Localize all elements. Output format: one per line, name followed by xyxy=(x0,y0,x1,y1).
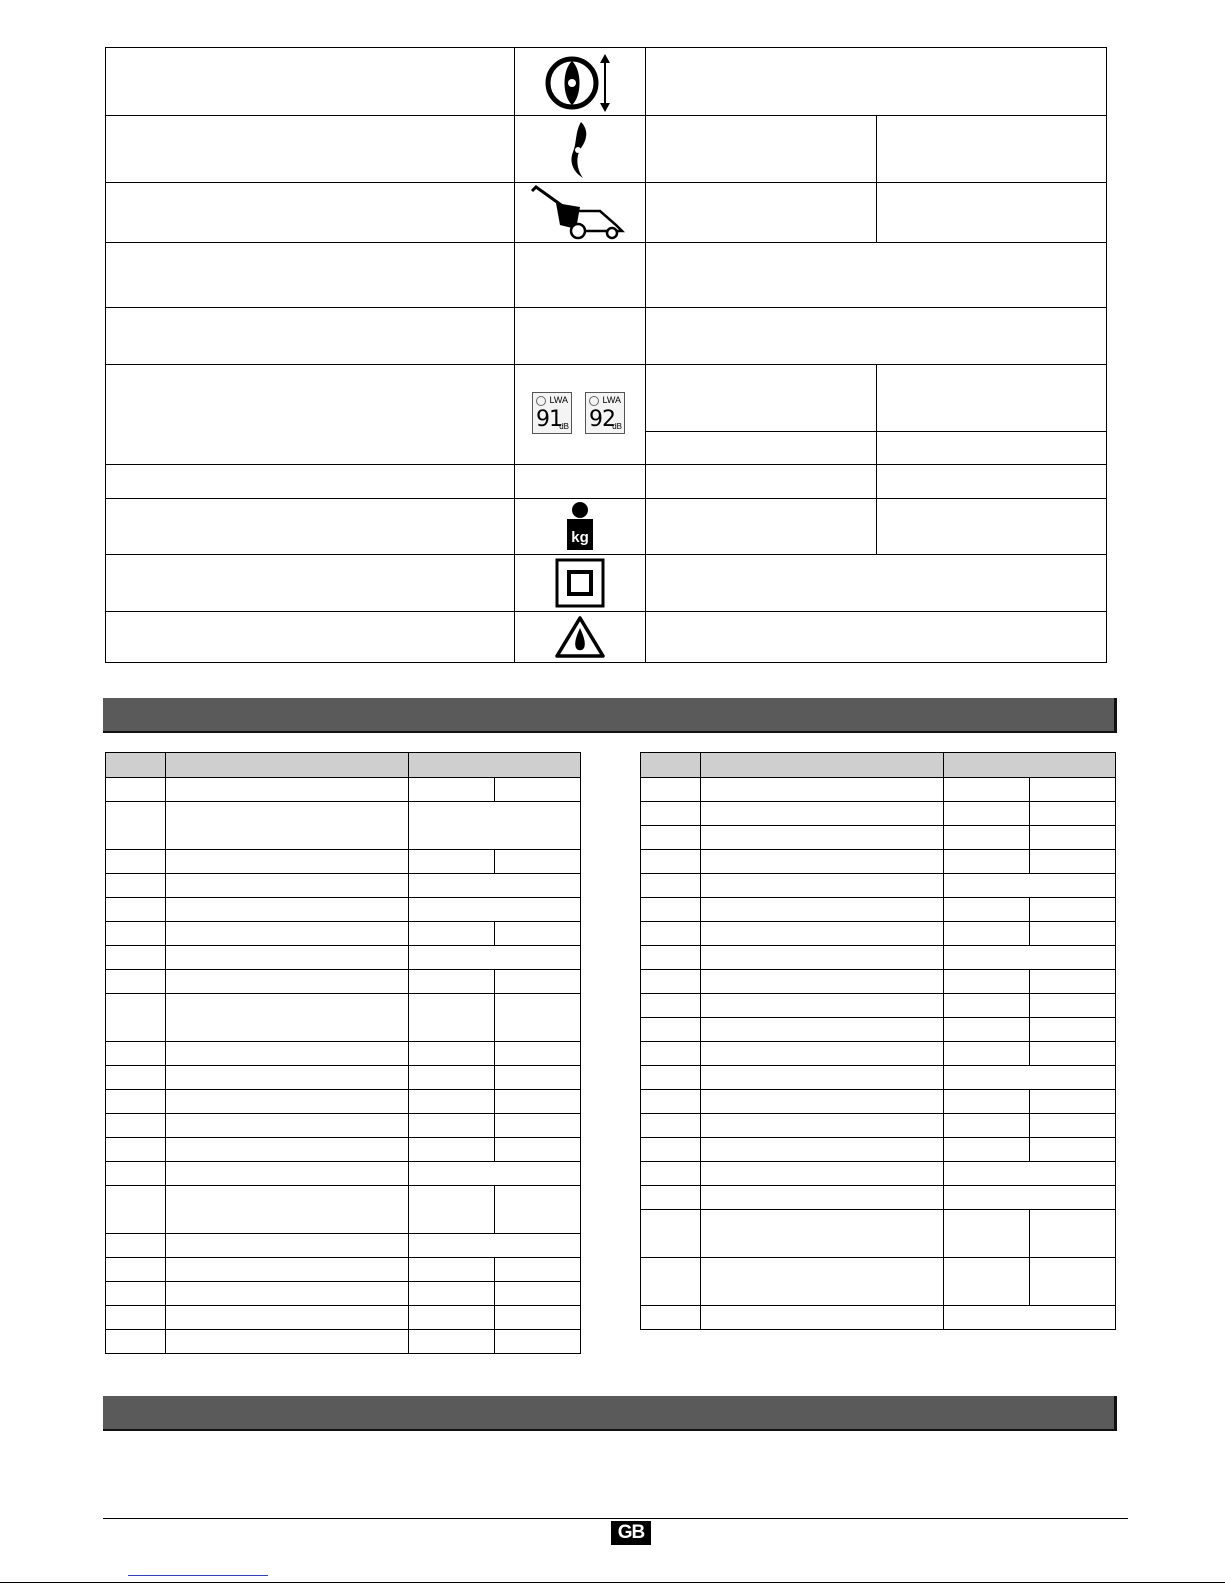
table-cell xyxy=(409,802,581,850)
table-cell xyxy=(641,1114,701,1138)
table-cell xyxy=(944,898,1030,922)
table-cell xyxy=(166,1330,409,1354)
table-cell xyxy=(495,994,581,1042)
table-cell xyxy=(701,1138,944,1162)
table-cell xyxy=(1030,1114,1116,1138)
table-row xyxy=(106,1186,581,1234)
table-cell xyxy=(944,778,1030,802)
table-row xyxy=(641,1066,1116,1090)
table-cell xyxy=(409,970,495,994)
table-cell xyxy=(495,1330,581,1354)
table-cell xyxy=(701,1114,944,1138)
warning-icon xyxy=(554,615,606,659)
table-cell xyxy=(701,826,944,850)
table-cell xyxy=(944,826,1030,850)
table-cell xyxy=(106,1258,166,1282)
table-cell xyxy=(166,1306,409,1330)
table-header-row xyxy=(106,753,581,778)
table-cell xyxy=(944,1306,1116,1330)
table-row xyxy=(106,970,581,994)
table-cell xyxy=(944,874,1116,898)
lawnmower-grassbox-icon xyxy=(530,185,626,241)
table-cell xyxy=(641,753,701,778)
table-cell xyxy=(409,778,495,802)
table-cell xyxy=(944,1042,1030,1066)
table-cell xyxy=(641,1018,701,1042)
table-cell xyxy=(641,994,701,1018)
sound-unit-label: LWA xyxy=(602,395,621,405)
table-row xyxy=(106,1330,581,1354)
table-cell xyxy=(1030,970,1116,994)
table-row xyxy=(106,1138,581,1162)
table-cell xyxy=(409,1162,581,1186)
table-cell xyxy=(106,1306,166,1330)
table-cell xyxy=(1030,1210,1116,1258)
table-row xyxy=(106,802,581,850)
table-cell xyxy=(106,1330,166,1354)
table-row xyxy=(106,1162,581,1186)
table-cell xyxy=(106,898,166,922)
table-row xyxy=(641,850,1116,874)
table-cell xyxy=(409,850,495,874)
table-cell xyxy=(701,802,944,826)
table-cell xyxy=(166,778,409,802)
table-row xyxy=(641,994,1116,1018)
table-cell xyxy=(701,1090,944,1114)
table-row xyxy=(641,1306,1116,1330)
table-cell xyxy=(701,922,944,946)
table-cell xyxy=(641,802,701,826)
table-cell xyxy=(944,1018,1030,1042)
sound-power-value: 92 xyxy=(589,407,615,432)
double-insulation-icon xyxy=(555,558,605,608)
table-row xyxy=(641,1258,1116,1306)
table-row xyxy=(641,778,1116,802)
table-row xyxy=(641,946,1116,970)
table-cell xyxy=(701,1162,944,1186)
table-cell xyxy=(944,1138,1030,1162)
cutting-height-icon xyxy=(542,52,616,114)
table-cell xyxy=(106,970,166,994)
table-cell xyxy=(641,1306,701,1330)
table-cell xyxy=(1030,1258,1116,1306)
table-cell xyxy=(944,850,1030,874)
section-header-bar xyxy=(103,1396,1117,1431)
table-row xyxy=(641,1186,1116,1210)
table-cell xyxy=(641,1042,701,1066)
table-cell xyxy=(1030,1042,1116,1066)
table-cell xyxy=(641,1186,701,1210)
table-cell xyxy=(701,970,944,994)
table-cell xyxy=(166,898,409,922)
table-cell xyxy=(944,1066,1116,1090)
table-row xyxy=(106,850,581,874)
table-cell xyxy=(641,778,701,802)
table-cell xyxy=(495,970,581,994)
table-row xyxy=(106,1258,581,1282)
table-cell xyxy=(1030,1018,1116,1042)
table-cell xyxy=(495,1114,581,1138)
table-cell xyxy=(641,1210,701,1258)
table-cell xyxy=(641,1138,701,1162)
table-cell xyxy=(409,753,581,778)
table-cell xyxy=(641,898,701,922)
table-cell xyxy=(495,922,581,946)
table-cell xyxy=(495,1186,581,1234)
table-cell xyxy=(944,1258,1030,1306)
table-cell xyxy=(409,946,581,970)
table-cell xyxy=(701,1306,944,1330)
table-row xyxy=(106,1234,581,1258)
specification-table xyxy=(105,47,1118,670)
table-cell xyxy=(701,1018,944,1042)
table-cell xyxy=(944,1210,1030,1258)
table-cell xyxy=(701,898,944,922)
table-header-row xyxy=(641,753,1116,778)
table-cell xyxy=(409,1258,495,1282)
table-cell xyxy=(409,1234,581,1258)
table-cell xyxy=(106,850,166,874)
table-cell xyxy=(409,898,581,922)
table-row xyxy=(641,1162,1116,1186)
table-cell xyxy=(641,1066,701,1090)
table-cell xyxy=(166,1258,409,1282)
table-row xyxy=(641,1018,1116,1042)
table-cell xyxy=(641,1258,701,1306)
table-cell xyxy=(641,874,701,898)
table-cell xyxy=(166,802,409,850)
table-cell xyxy=(1030,850,1116,874)
weight-label: kg xyxy=(571,529,589,546)
table-row xyxy=(106,1282,581,1306)
table-cell xyxy=(495,1066,581,1090)
table-cell xyxy=(1030,826,1116,850)
table-cell xyxy=(166,850,409,874)
table-cell xyxy=(409,1282,495,1306)
table-cell xyxy=(641,970,701,994)
table-cell xyxy=(944,802,1030,826)
table-cell xyxy=(166,753,409,778)
table-row xyxy=(641,1090,1116,1114)
table-cell xyxy=(166,1042,409,1066)
table-cell xyxy=(701,1258,944,1306)
table-cell xyxy=(944,753,1116,778)
table-cell xyxy=(1030,802,1116,826)
sound-power-92-icon xyxy=(585,392,625,434)
table-cell xyxy=(701,946,944,970)
table-row xyxy=(106,1114,581,1138)
table-row xyxy=(106,1042,581,1066)
table-cell xyxy=(944,922,1030,946)
table-cell xyxy=(701,850,944,874)
table-row xyxy=(641,802,1116,826)
table-cell xyxy=(166,1234,409,1258)
table-cell xyxy=(409,1090,495,1114)
table-cell xyxy=(641,1162,701,1186)
sound-db-label: dB xyxy=(612,422,622,431)
table-cell xyxy=(641,946,701,970)
table-cell xyxy=(409,922,495,946)
table-cell xyxy=(106,778,166,802)
table-row xyxy=(106,1306,581,1330)
table-cell xyxy=(1030,922,1116,946)
table-row xyxy=(106,898,581,922)
table-cell xyxy=(106,1234,166,1258)
table-cell xyxy=(701,874,944,898)
table-row xyxy=(106,922,581,946)
language-badge: GB xyxy=(611,1521,651,1545)
table-cell xyxy=(1030,1138,1116,1162)
table-cell xyxy=(166,874,409,898)
table-cell xyxy=(495,1042,581,1066)
sound-power-value: 91 xyxy=(536,407,562,432)
table-cell xyxy=(495,1306,581,1330)
table-row xyxy=(641,898,1116,922)
sound-unit-label: LWA xyxy=(549,395,568,405)
table-cell xyxy=(106,1282,166,1306)
table-cell xyxy=(106,1090,166,1114)
page-bottom-rule xyxy=(0,1582,1225,1583)
table-cell xyxy=(166,922,409,946)
table-row xyxy=(106,778,581,802)
table-cell xyxy=(1030,994,1116,1018)
table-cell xyxy=(944,994,1030,1018)
table-row xyxy=(106,874,581,898)
table-cell xyxy=(944,970,1030,994)
table-cell xyxy=(409,1114,495,1138)
table-row xyxy=(641,1114,1116,1138)
table-cell xyxy=(166,1114,409,1138)
table-row xyxy=(106,1066,581,1090)
table-cell xyxy=(106,1066,166,1090)
table-cell xyxy=(409,1138,495,1162)
table-cell xyxy=(106,753,166,778)
table-cell xyxy=(106,802,166,850)
table-cell xyxy=(409,1306,495,1330)
table-cell xyxy=(166,970,409,994)
table-cell xyxy=(106,1186,166,1234)
sound-power-91-icon xyxy=(532,392,572,434)
table-cell xyxy=(1030,898,1116,922)
table-row xyxy=(106,1090,581,1114)
table-cell xyxy=(106,946,166,970)
table-cell xyxy=(166,1090,409,1114)
table-row xyxy=(641,1210,1116,1258)
table-row xyxy=(641,970,1116,994)
link-underline[interactable] xyxy=(128,1575,268,1576)
table-row xyxy=(641,826,1116,850)
weight-kg-icon xyxy=(565,501,595,551)
table-row xyxy=(106,994,581,1042)
table-cell xyxy=(166,1138,409,1162)
table-cell xyxy=(409,1042,495,1066)
table-cell xyxy=(409,1186,495,1234)
table-cell xyxy=(641,922,701,946)
footer-rule xyxy=(103,1518,1128,1519)
table-cell xyxy=(701,778,944,802)
table-cell xyxy=(106,1114,166,1138)
table-cell xyxy=(701,1066,944,1090)
table-row xyxy=(106,946,581,970)
parts-table-left xyxy=(105,752,581,1354)
table-cell xyxy=(641,1090,701,1114)
table-cell xyxy=(409,874,581,898)
table-row xyxy=(641,922,1116,946)
table-cell xyxy=(166,1066,409,1090)
table-cell xyxy=(495,1258,581,1282)
table-cell xyxy=(495,1090,581,1114)
table-cell xyxy=(409,1330,495,1354)
table-cell xyxy=(166,1282,409,1306)
table-row xyxy=(641,1138,1116,1162)
table-cell xyxy=(166,946,409,970)
table-cell xyxy=(1030,778,1116,802)
table-cell xyxy=(495,1138,581,1162)
sound-db-label: dB xyxy=(559,422,569,431)
table-row xyxy=(641,1042,1116,1066)
table-cell xyxy=(944,946,1116,970)
parts-table-right xyxy=(640,752,1116,1330)
table-cell xyxy=(944,1186,1116,1210)
table-cell xyxy=(944,1114,1030,1138)
table-cell xyxy=(166,1162,409,1186)
table-cell xyxy=(701,1042,944,1066)
table-cell xyxy=(106,874,166,898)
table-cell xyxy=(106,1042,166,1066)
table-cell xyxy=(495,1282,581,1306)
table-cell xyxy=(106,922,166,946)
table-cell xyxy=(944,1090,1030,1114)
section-header-bar xyxy=(103,698,1117,733)
table-row xyxy=(641,874,1116,898)
table-cell xyxy=(1030,1090,1116,1114)
table-cell xyxy=(409,1066,495,1090)
table-cell xyxy=(641,850,701,874)
blade-icon xyxy=(565,120,593,180)
table-cell xyxy=(106,1138,166,1162)
table-cell xyxy=(166,994,409,1042)
table-cell xyxy=(701,1186,944,1210)
table-cell xyxy=(106,994,166,1042)
table-cell xyxy=(944,1162,1116,1186)
table-cell xyxy=(495,850,581,874)
table-cell xyxy=(495,778,581,802)
table-cell xyxy=(106,1162,166,1186)
table-cell xyxy=(166,1186,409,1234)
table-cell xyxy=(701,753,944,778)
table-cell xyxy=(409,994,495,1042)
table-cell xyxy=(641,826,701,850)
table-cell xyxy=(701,1210,944,1258)
table-cell xyxy=(701,994,944,1018)
